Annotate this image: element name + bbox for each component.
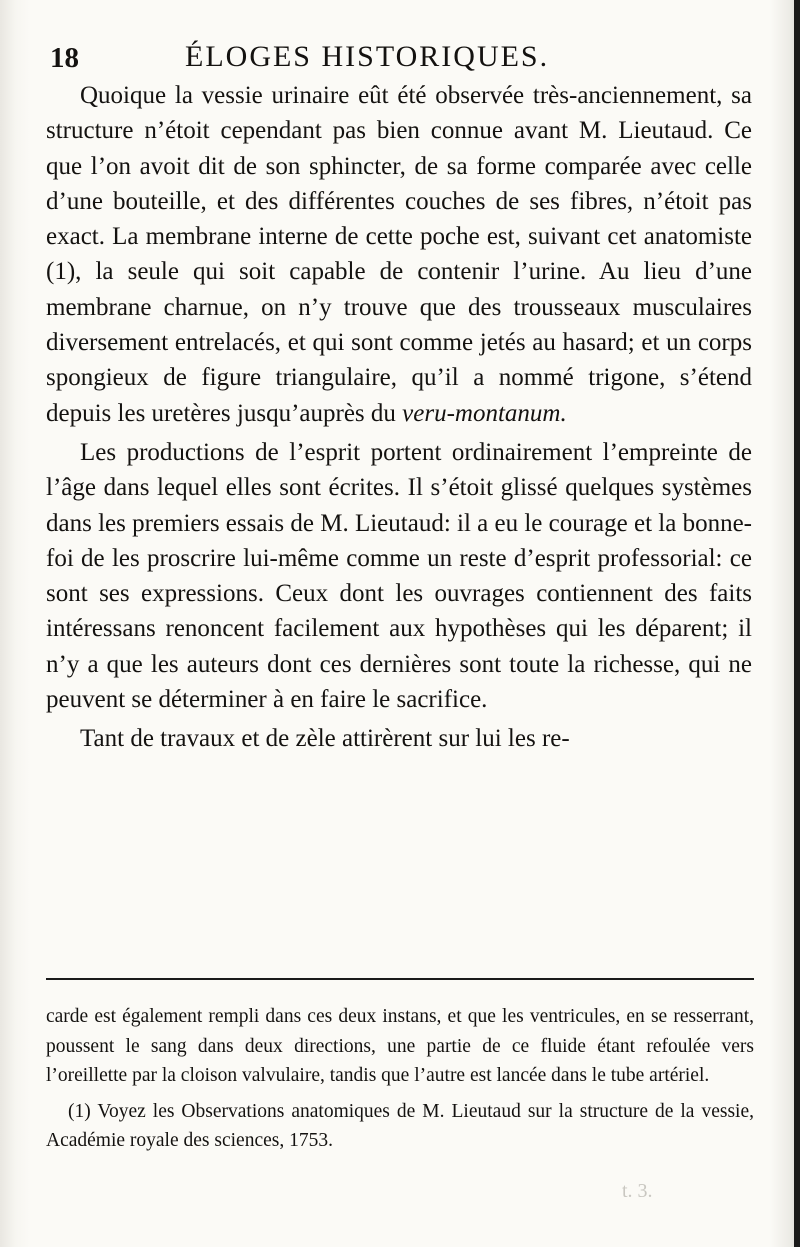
paragraph-travaux <box>46 721 752 756</box>
paragraph-travaux-text: Tant de travaux et de zèle attirèrent sur lui les re- <box>80 725 570 753</box>
main-text <box>46 78 752 757</box>
page-number: 18 <box>50 42 79 74</box>
footnote-continued: carde est également rempli dans ces deux instans, et que les ventricules, en se resserrant, poussent le sang dans deux directions, une partie de ce fluide étant refoulée vers l’oreillette par la cloison valvulaire, tandis que l’autre est lancée dans le tube artériel. <box>46 1006 754 1086</box>
paragraph-productions <box>46 435 752 717</box>
paragraph-bladder <box>46 78 752 431</box>
footnotes <box>46 1002 754 1156</box>
paragraph-productions-text: Les productions de l’esprit portent ordinairement l’empreinte de l’âge dans lequel elles sont écrites. Il s’étoit glissé quelques systèmes dans les premiers essais de M. Lieutaud: il a eu le courage et la bonne-foi de les proscrire lui-même comme un reste d’esprit professorial: ce sont ses expressions. Ceux dont les ouvrages contiennent des faits intéressans renoncent facilement aux hypothèses qui les déparent; il n’y a que les auteurs dont ces dernières sont toute la richesse, qui ne peuvent se déterminer à en faire le sacrifice. <box>46 438 753 714</box>
page-header <box>50 40 750 80</box>
footnote-rule <box>46 978 754 980</box>
signature-mark: t. 3. <box>622 1180 653 1202</box>
paragraph-bladder-text: Quoique la vessie urinaire eût été observée très-anciennement, sa structure n’étoit cependant pas bien connue avant M. Lieutaud. Ce que l’on avoit dit de son sphincter, de sa forme comparée avec celle d’une bouteille, et des différentes couches de ses fibres, n’étoit pas exact. La membrane interne de cette poche est, suivant cet anatomiste (1), la seule qui soit capable de contenir l’urine. Au lieu d’une membrane charnue, on n’y trouve que des trousseaux musculaires diversement entrelacés, et qui sont comme jetés au hasard; et un corps spongieux de figure triangulaire, qu’il a nommé trigone, s’étend depuis les uretères jusqu’auprès du <box>46 82 752 427</box>
footnote-1: (1) Voyez les Observations anatomiques de M. Lieutaud sur la structure de la vessie, Académie royale des sciences, 1753. <box>46 1100 754 1151</box>
paragraph-bladder-italic-term: veru-montanum. <box>402 399 567 427</box>
running-title: ÉLOGES HISTORIQUES. <box>185 40 550 73</box>
page-edge-shadow <box>794 0 800 1247</box>
